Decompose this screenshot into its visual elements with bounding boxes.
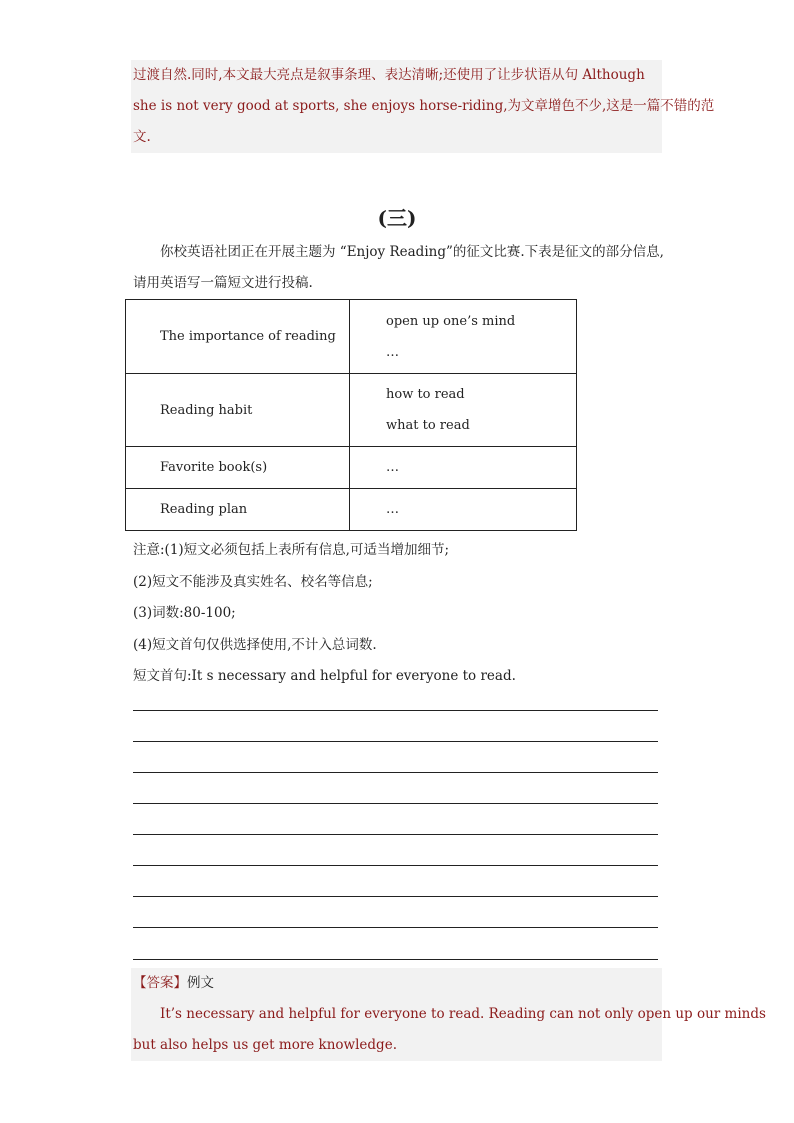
- row-item: …: [386, 502, 399, 517]
- table-row: [126, 447, 577, 489]
- note-4: (4)短文首句仅供选择使用,不计入总词数.: [133, 637, 377, 653]
- row-item: open up one’s mind: [386, 313, 516, 329]
- row-label: The importance of reading: [126, 300, 350, 374]
- section-title: (三): [377, 206, 417, 230]
- comment-line-2: she is not very good at sports, she enjoys horse-riding,为文章增色不少,这是一篇不错的范: [133, 98, 715, 114]
- row-label: Favorite book(s): [126, 447, 350, 489]
- row-item: …: [386, 344, 399, 360]
- answer-line-1: It’s necessary and helpful for everyone to read. Reading can not only open up our minds: [160, 1006, 766, 1022]
- answer-heading: [133, 968, 214, 999]
- comment-line-3: 文.: [133, 129, 151, 145]
- table-row: [126, 374, 577, 447]
- row-items: [350, 447, 577, 489]
- prompt-line-2: 请用英语写一篇短文进行投稿.: [133, 275, 313, 291]
- writing-line[interactable]: [133, 741, 658, 742]
- row-items: [350, 489, 577, 531]
- writing-line[interactable]: [133, 959, 658, 960]
- row-item: what to read: [386, 418, 470, 433]
- prompt-line-1: 你校英语社团正在开展主题为 “Enjoy Reading”的征文比赛.下表是征文的部分信息,: [160, 244, 664, 260]
- first-sentence: 短文首句:It s necessary and helpful for everyone to read.: [133, 668, 516, 684]
- row-label: Reading habit: [126, 374, 350, 447]
- writing-line[interactable]: [133, 834, 658, 835]
- answer-line-2: but also helps us get more knowledge.: [133, 1037, 397, 1053]
- writing-line[interactable]: [133, 772, 658, 773]
- note-2: (2)短文不能涉及真实姓名、校名等信息;: [133, 574, 373, 590]
- comment-line-1: 过渡自然.同时,本文最大亮点是叙事条理、表达清晰;还使用了让步状语从句 Although: [133, 67, 645, 83]
- writing-line[interactable]: [133, 803, 658, 804]
- writing-line[interactable]: [133, 710, 658, 711]
- row-items: [350, 300, 577, 374]
- answer-label: 【答案】: [133, 975, 187, 991]
- row-items: [350, 374, 577, 447]
- writing-line[interactable]: [133, 927, 658, 928]
- writing-line[interactable]: [133, 896, 658, 897]
- note-1: 注意:(1)短文必须包括上表所有信息,可适当增加细节;: [133, 542, 450, 558]
- row-item: …: [386, 460, 399, 475]
- table-row: [126, 489, 577, 531]
- writing-line[interactable]: [133, 865, 658, 866]
- note-3: (3)词数:80-100;: [133, 605, 236, 621]
- row-label: Reading plan: [126, 489, 350, 531]
- row-item: how to read: [386, 387, 465, 402]
- table-row: [126, 300, 577, 374]
- answer-label-suffix: 例文: [187, 975, 214, 991]
- info-table: [125, 299, 577, 531]
